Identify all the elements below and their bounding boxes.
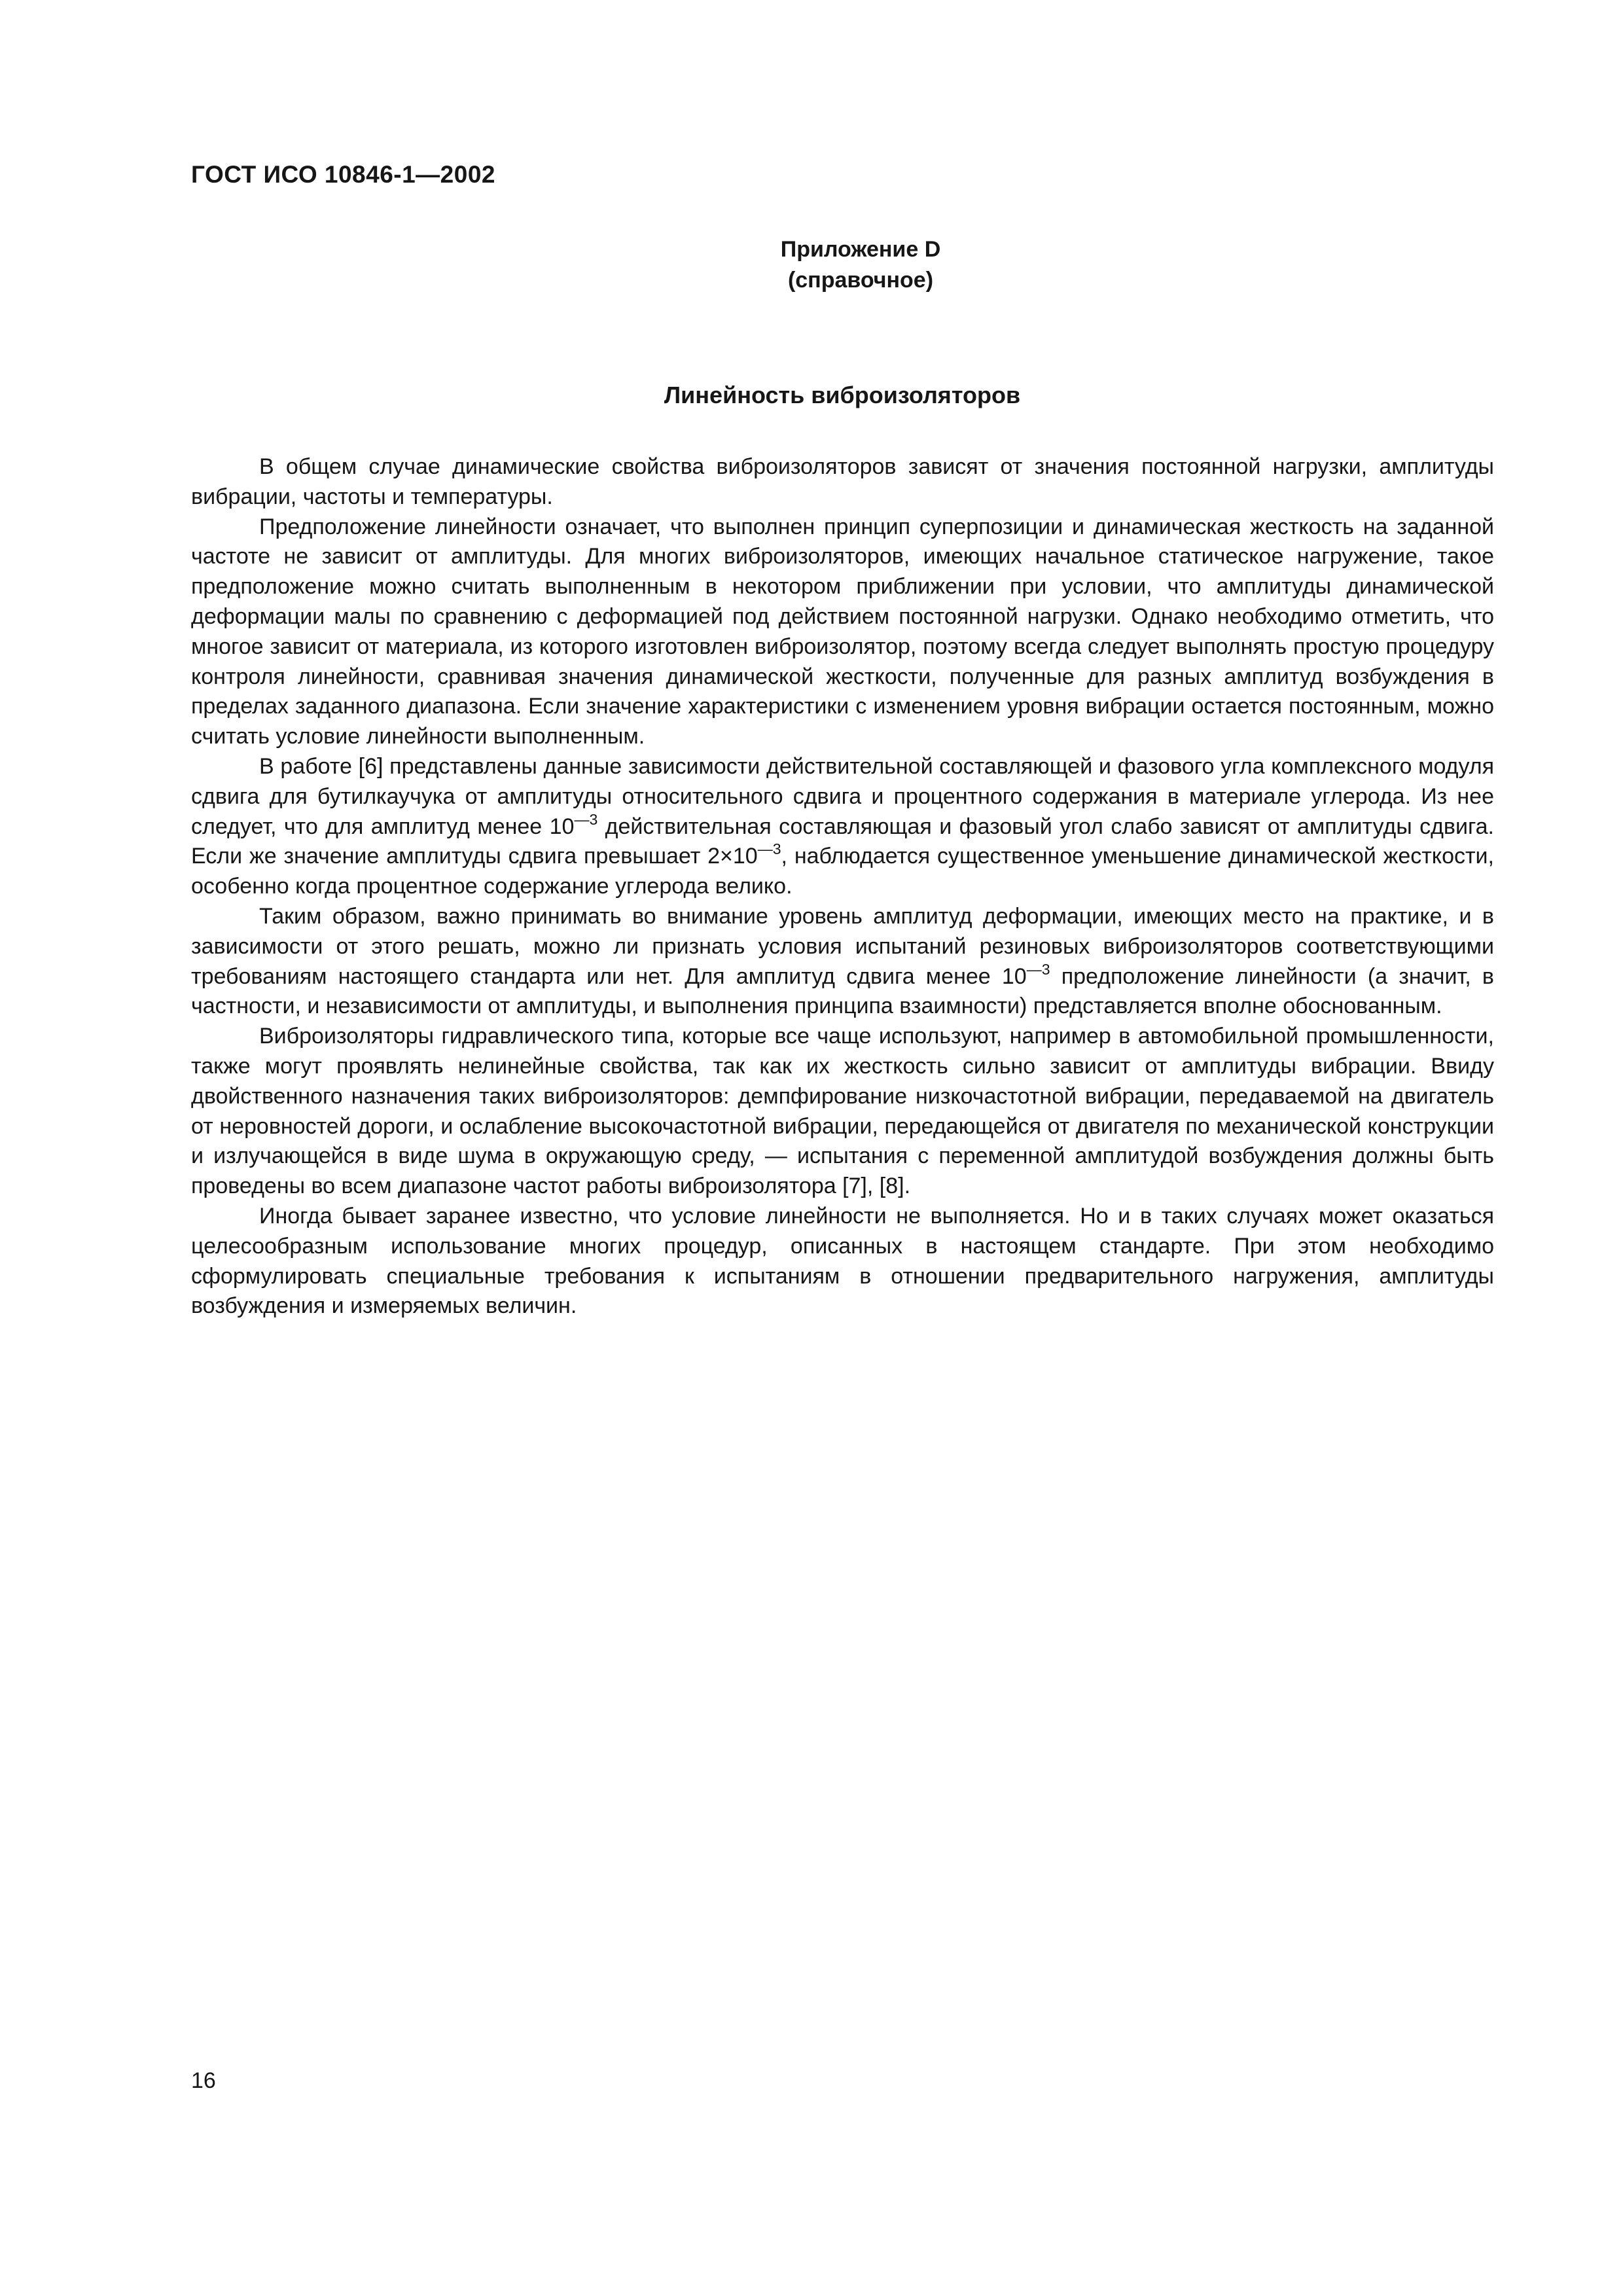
paragraph-4 <box>191 902 1494 1022</box>
document-code: ГОСТ ИСО 10846-1—2002 <box>191 161 495 188</box>
exponent: —3 <box>1026 960 1050 978</box>
paragraph-2: Предположение линейности означает, что выполнен принцип суперпозиции и динамическая жесткость на заданной частоте не зависит от амплитуды. Для многих виброизоляторов, имеющих начальное статическое нагружение, такое предположение можно считать выполненным в некотором приближении при условии, что амплитуды динамической деформации малы по сравнению с деформацией под действием постоянной нагрузки. Однако необходимо отметить, что многое зависит от материала, из которого изготовлен виброизолятор, поэтому всегда следует выполнять простую процедуру контроля линейности, сравнивая значения динамической жесткости, полученные для разных амплитуд возбуждения в пределах заданного диапазона. Если значение характеристики с изменением уровня вибрации остается постоянным, можно считать условие линейности выполненным. <box>191 514 1494 749</box>
paragraph-3-part-b: действительная составляющая и фазовый угол слабо зависят от амплитуды сдвига. Если же значение амплитуды сдвига превышает 2×10 <box>191 814 1494 869</box>
annex-label: Приложение D <box>780 237 941 262</box>
paragraph-4-part-a: Таким образом, важно принимать во внимание уровень амплитуд деформации, имеющих место на практике, и в зависимости от этого решать, можно ли признать условия испытаний резиновых виброизоляторов соответствующими требованиям настоящего стандарта или нет. Для амплитуд сдвига менее 10 <box>191 903 1494 989</box>
paragraph-1: В общем случае динамические свойства виброизоляторов зависят от значения постоянной нагрузки, амплитуды вибрации, частоты и температуры. <box>191 454 1494 509</box>
exponent: —3 <box>574 810 598 828</box>
page-number: 16 <box>191 2068 216 2093</box>
exponent: —3 <box>757 840 781 858</box>
section-title: Линейность виброизоляторов <box>664 382 1021 408</box>
paragraph-3-part-c: , наблюдается существенное уменьшение динамической жесткости, особенно когда процентное содержание углерода велико. <box>191 844 1494 899</box>
paragraph-3-part-a: В работе [6] представлены данные зависимости действительной составляющей и фазового угла комплексного модуля сдвига для бутилкаучука от амплитуды относительного сдвига и процентного содержания в материале углерода. Из нее следует, что для амплитуд менее 10 <box>191 753 1494 839</box>
paragraph-4-part-b: предположение линейности (а значит, в частности, и независимости от амплитуды, и выполнения принципа взаимности) представляется вполне обоснованным. <box>191 963 1494 1019</box>
annex-type: (справочное) <box>787 268 934 293</box>
paragraph-3 <box>191 752 1494 902</box>
paragraph-5: Виброизоляторы гидравлического типа, которые все чаще используют, например в автомобильной промышленности, также могут проявлять нелинейные свойства, так как их жесткость сильно зависит от амплитуды вибрации. Ввиду двойственного назначения таких виброизоляторов: демпфирование низкочастотной вибрации, передаваемой на двигатель от неровностей дороги, и ослабление высокочастотной вибрации, передающейся от двигателя по механической конструкции и излучающейся в виде шума в окружающую среду, — испытания с переменной амплитудой возбуждения должны быть проведены во всем диапазоне частот работы виброизолятора [7], [8]. <box>191 1024 1494 1199</box>
paragraph-6: Иногда бывает заранее известно, что условие линейности не выполняется. Но и в таких случаях может оказаться целесообразным использование многих процедур, описанных в настоящем стандарте. При этом необходимо сформулировать специальные требования к испытаниям в отношении предварительного нагружения, амплитуды возбуждения и измеряемых величин. <box>191 1203 1494 1319</box>
body-text <box>191 452 1494 1321</box>
annex-heading <box>743 234 978 296</box>
